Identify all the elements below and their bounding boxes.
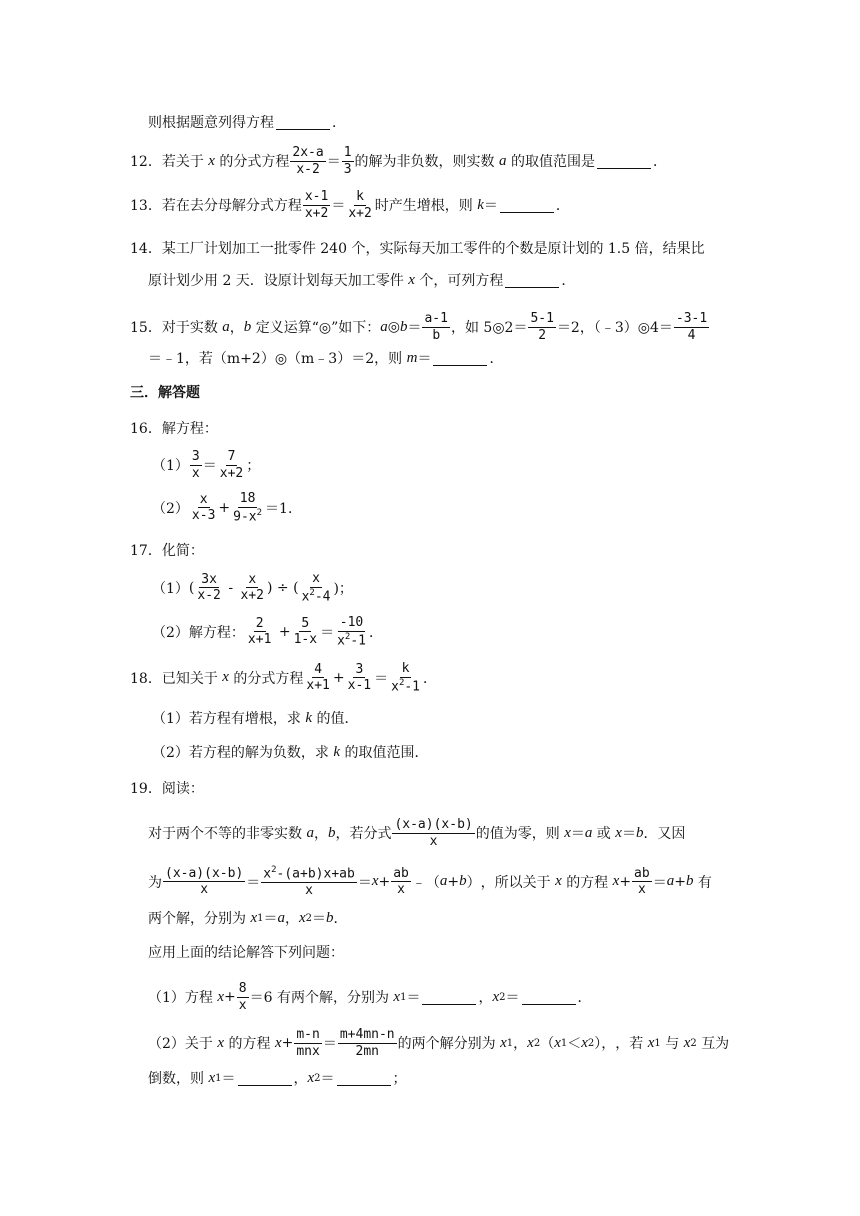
q12-fraction-right: $\frac{1}{3}$	[343, 145, 352, 177]
q13-fraction-left: $\frac{x-1}{x+2}$	[304, 189, 329, 221]
equals-sign: ＝	[331, 198, 346, 215]
q18-text: （1）若方程有增根，求	[152, 711, 301, 727]
q19-text: 与	[665, 1036, 680, 1053]
q19-text: 应用上面的结论解答下列问题：	[148, 945, 344, 961]
q13-fraction-right: $\frac{k}{x+2}$	[348, 189, 372, 221]
answer-blank	[337, 1071, 391, 1086]
q13-text: 若在去分母解分式方程	[161, 198, 302, 215]
q19-text: ．又因	[643, 826, 686, 843]
q19-read-line1: 对于两个不等的非零实数 a ， b ，若分式 $\frac{(x-a)(x-b)}{x}$ 的值为零，则 x ＝ a 或 x ＝ b ．又因	[148, 817, 686, 849]
q12-text: 的取值范围是	[510, 154, 595, 171]
answer-blank	[422, 990, 476, 1005]
answer-blank	[276, 115, 330, 130]
q15-definition-fraction: $\frac{a-1}{b}$	[424, 311, 448, 343]
section-heading: 三．解答题	[130, 385, 200, 401]
q14-text: 原计划少用 2 天．设原计划每天加工零件	[148, 273, 404, 289]
q16-part2: （2） $\frac{x}{x-3}$ + $\frac{18}{9-x^2}$ ＝1．	[152, 491, 302, 524]
q17	[130, 540, 204, 560]
q18-text: （2）若方程的解为负数，求	[152, 745, 329, 761]
q19-text: ，所以关于	[480, 874, 551, 891]
q19-text: ，若分式	[335, 826, 392, 843]
q12-text: 若关于	[161, 154, 204, 171]
q13-text: ＝	[483, 198, 498, 215]
q13-number: 13．	[130, 198, 162, 215]
q16-number: 16．	[130, 421, 162, 437]
q18-number: 18．	[130, 670, 162, 687]
q19-text: 对于两个不等的非零实数	[148, 826, 302, 843]
q19-text: （2）关于	[148, 1036, 213, 1053]
q19-title: 阅读：	[161, 781, 204, 797]
q12-text: 的解为非负数，则实数	[354, 154, 495, 171]
q15-number: 15．	[130, 320, 162, 337]
q19-text: 倒数，则	[148, 1071, 204, 1087]
q15-text: ＝2，（﹣3）◎4＝	[556, 320, 673, 337]
q19-text: 两个解，分别为	[148, 911, 246, 927]
q17-part2: （2）解方程： $\frac{2}{x+1}$ + $\frac{5}{1-x}$ ＝ $\frac{-10}{x^2-1}$ ．	[152, 615, 383, 648]
q18-text: 的分式方程	[233, 670, 304, 687]
q14-text: 某工厂计划加工一批零件 240 个，实际每天加工零件的个数是原计划的 1.5 倍，结果比	[161, 241, 705, 257]
answer-blank	[433, 351, 487, 366]
q18-text: 已知关于	[161, 670, 218, 687]
q13-text: 时产生增根，则	[374, 198, 473, 215]
q19-read-line2: 为 $\frac{(x-a)(x-b)}{x}$ ＝ $\frac{x^2-(a+b)x+ab}{x}$ ＝ x + $\frac{ab}{x}$ ﹣（ a + b ） ，所以关于 x 的方程 x + $\frac{ab}{x}$ ＝ a + b 有	[148, 865, 712, 898]
q19-part2: （2）关于 x 的方程 x + $\frac{m-n}{\text{mnx}}$ ＝ $\frac{m+4mn-n}{2mn}$ 的两个解分别为 x 1 ， x 2 （ x 1 ＜ x 2 ）， ，若 x 1 与 x 2 互为	[148, 1027, 730, 1059]
q19-part1: （1）方程 x + $\frac{8}{x}$ ＝6 有两个解，分别为 x 1 ＝ ， x 2 ＝ ．	[148, 981, 592, 1013]
q19	[130, 778, 204, 798]
q13: 13． 若在去分母解分式方程 $\frac{x-1}{x+2}$ ＝ $\frac{k}{x+2}$ 时产生增根，则 k ＝ ．	[130, 189, 570, 221]
q14-line2: 原计划少用 2 天．设原计划每天加工零件 x 个，可列方程 ．	[148, 271, 576, 289]
q15-text: ，如 5◎2＝	[450, 320, 528, 337]
q14-number: 14．	[130, 241, 162, 257]
q19-text: （1）方程	[148, 990, 213, 1007]
answer-blank	[500, 198, 554, 213]
q19-text: 的两个解分别为	[397, 1036, 496, 1053]
part-label: （1）	[152, 580, 189, 597]
q19-text: ，若	[615, 1036, 644, 1053]
q15-example1-fraction: $\frac{5-1}{2}$	[530, 311, 554, 343]
q19-text: 的方程	[228, 1036, 271, 1053]
part-label: （2）解方程：	[152, 624, 245, 641]
q19-text: 互为	[701, 1036, 730, 1053]
q18: 18． 已知关于 x 的分式方程 $\frac{4}{x+1}$ + $\frac{3}{x-1}$ ＝ $\frac{k}{x^2-1}$ ．	[130, 661, 438, 694]
q14-text: 个，可列方程	[419, 273, 504, 289]
answer-blank	[522, 990, 576, 1005]
q15-text: 定义运算“◎”如下：	[255, 320, 381, 337]
q14	[130, 238, 705, 258]
q18-part2: （2）若方程的解为负数，求 k 的取值范围．	[152, 743, 429, 761]
q18-text: 的取值范围．	[344, 745, 429, 761]
q19-text: 的值为零，则	[475, 826, 560, 843]
q12-fraction-left: $\frac{2x-a}{x-2}$	[292, 145, 324, 177]
q15-line2: ＝﹣1，若（m+2）◎（m﹣3）＝2，则 m ＝ ．	[148, 349, 504, 367]
equals-sign: ＝	[326, 154, 341, 171]
q19-apply	[148, 942, 344, 962]
q12-number: 12．	[130, 154, 162, 171]
q19-part2-line2: 倒数，则 x 1 ＝ ， x 2 ＝ ；	[148, 1069, 407, 1087]
q15-text: 对于实数	[161, 320, 218, 337]
q18-text: 的值．	[316, 711, 359, 727]
part-label: （2）	[152, 500, 189, 517]
q18-part1: （1）若方程有增根，求 k 的值．	[152, 709, 359, 727]
part-label: （1）	[152, 458, 189, 475]
q16	[130, 418, 218, 438]
q12-text: 的分式方程	[219, 154, 290, 171]
q19-text: ＝6 有两个解，分别为	[249, 990, 389, 1007]
q19-text: 为	[148, 874, 162, 891]
q19-text: 有	[697, 874, 712, 891]
q19-read-line3: 两个解，分别为 x 1 ＝ a ， x 2 ＝ b ．	[148, 909, 348, 927]
q16-part1: （1） $\frac{3}{x}$ ＝ $\frac{7}{x+2}$ ；	[152, 449, 261, 481]
q17-number: 17．	[130, 543, 162, 559]
q19-number: 19．	[130, 781, 162, 797]
q15-text: ＝﹣1，若（m+2）◎（m﹣3）＝2，则	[148, 351, 403, 367]
q11-tail: 则根据题意列得方程 ．	[148, 112, 346, 132]
q16-title: 解方程：	[161, 421, 218, 437]
q17-part1: （1） ( $\frac{3x}{x-2}$ - $\frac{x}{x+2}$ ) ÷ ( $\frac{x}{x^2-4}$ )；	[152, 571, 353, 604]
q17-title: 化简：	[161, 543, 204, 559]
answer-blank	[597, 154, 651, 169]
q12: 12． 若关于 x 的分式方程 $\frac{2x-a}{x-2}$ ＝ $\frac{1}{3}$ 的解为非负数，则实数 a 的取值范围是 ．	[130, 145, 667, 177]
q15: 15． 对于实数 a ， b 定义运算“◎”如下： a ◎ b ＝ $\frac{a-1}{b}$ ，如 5◎2＝ $\frac{5-1}{2}$ ＝2，（﹣3）◎4＝ $\frac{-3-1}{4}$	[130, 311, 708, 343]
answer-blank	[238, 1071, 292, 1086]
q11-text: 则根据题意列得方程	[148, 115, 274, 131]
q15-example2-fraction: $\frac{-3-1}{4}$	[675, 311, 708, 343]
q19-text: 的方程	[566, 874, 609, 891]
answer-blank	[505, 273, 559, 288]
